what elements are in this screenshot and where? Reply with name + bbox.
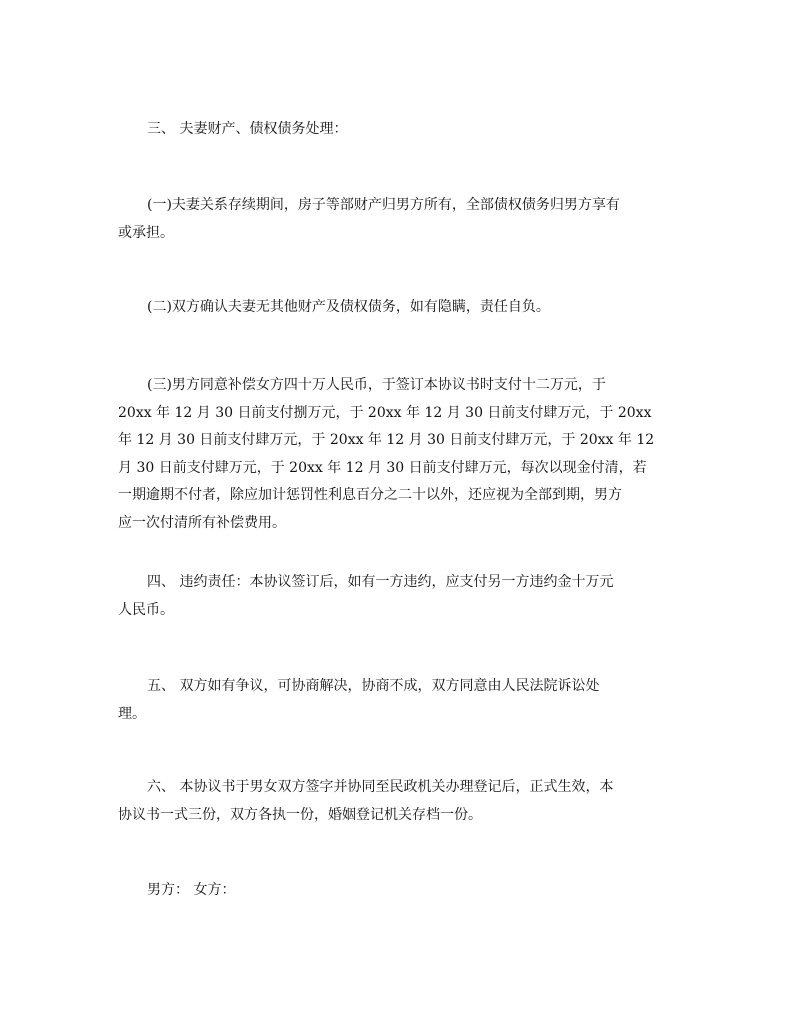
section-5 [118, 673, 678, 728]
item-3-line-4: 月 30 日前支付肆万元，于 20xx 年 12 月 30 日前支付肆万元，每次以现金付清，若 [118, 459, 647, 476]
section-5-line-1: 五、 双方如有争议，可协商解决，协商不成，双方同意由人民法院诉讼处 [147, 678, 600, 694]
item-1-line-2: 或承担。 [118, 224, 174, 241]
signature-line [118, 877, 678, 905]
item-3-line-1: (三)男方同意补偿女方四十万人民币，于签订本协议书时支付十二万元，于 [147, 377, 606, 393]
section-6 [118, 774, 678, 829]
section-3-heading-text: 三、 夫妻财产、债权债务处理： [147, 121, 348, 137]
section-3-item-3 [118, 372, 678, 537]
section-4-line-2: 人民币。 [118, 601, 174, 618]
signature-text: 男方： 女方： [147, 882, 236, 898]
section-6-line-1: 六、 本协议书于男女双方签字并协同至民政机关办理登记后，正式生效，本 [147, 779, 614, 795]
item-1-line-1: (一)夫妻关系存续期间，房子等部财产归男方所有，全部债权债务归男方享有 [147, 197, 620, 213]
section-5-line-2: 理。 [118, 705, 146, 722]
section-4-line-1: 四、 违约责任：本协议签订后，如有一方违约，应支付另一方违约金十万元 [147, 574, 614, 590]
item-3-line-3: 年 12 月 30 日前支付肆万元，于 20xx 年 12 月 30 日前支付肆万元，于 20xx 年 12 [118, 432, 655, 448]
item-3-line-2: 20xx 年 12 月 30 日前支付捌万元，于 20xx 年 12 月 30 日前支付肆万元，于 20xx [118, 404, 652, 421]
section-6-line-2: 协议书一式三份，双方各执一份，婚姻登记机关存档一份。 [118, 806, 482, 823]
section-4 [118, 569, 678, 624]
item-2-line-1: (二)双方确认夫妻无其他财产及债权债务，如有隐瞒，责任自负。 [147, 299, 550, 315]
section-3-item-2 [118, 294, 678, 322]
section-3-item-1 [118, 192, 678, 247]
item-3-line-5: 一期逾期不付者，除应加计惩罚性利息百分之二十以外，还应视为全部到期，男方 [118, 487, 622, 503]
item-3-line-6: 应一次付清所有补偿费用。 [118, 514, 286, 531]
section-3-heading [118, 116, 678, 144]
